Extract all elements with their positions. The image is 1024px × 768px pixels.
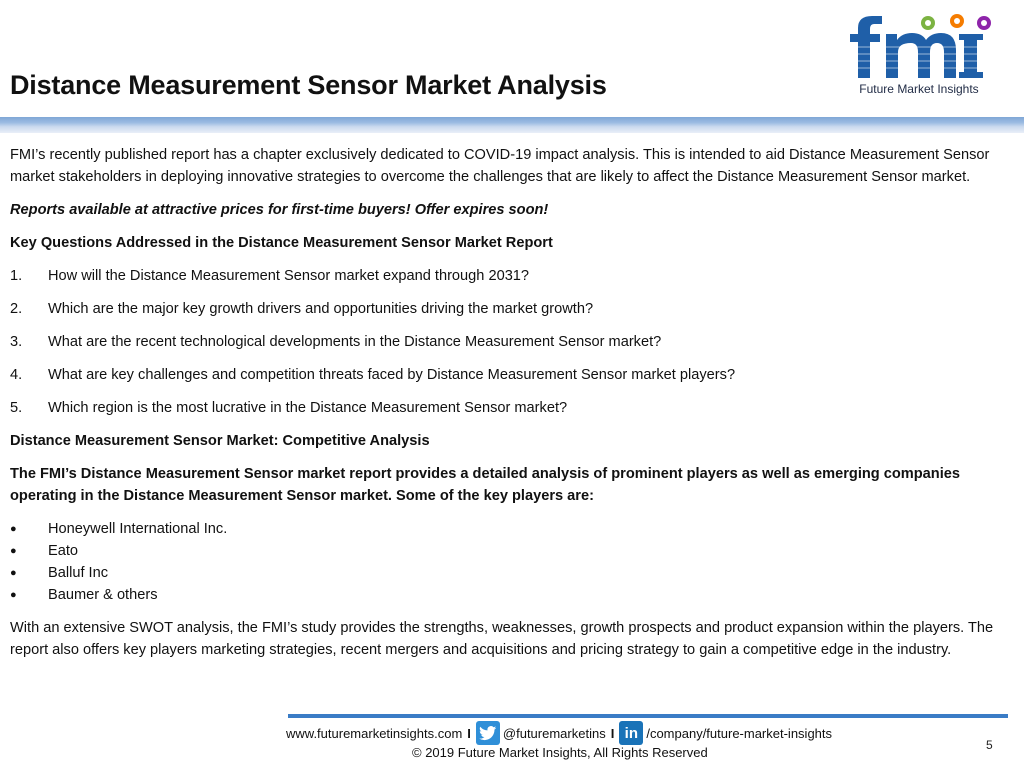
question-text: What are the recent technological developments in the Distance Measurement Sensor market? — [48, 334, 662, 350]
header-divider — [0, 117, 1024, 133]
fmi-logo-mark — [836, 12, 1002, 82]
bullet-icon: ● — [10, 523, 17, 535]
bullet-icon: ● — [10, 589, 17, 601]
question-item — [10, 265, 1000, 287]
question-text: How will the Distance Measurement Sensor market expand through 2031? — [48, 268, 530, 284]
question-text: Which are the major key growth drivers and opportunities driving the market growth? — [48, 301, 594, 317]
player-name: Eato — [48, 543, 79, 559]
website-link[interactable]: www.futuremarketinsights.com — [286, 725, 463, 741]
list-item — [10, 540, 1000, 562]
bullet-icon: ● — [10, 567, 17, 579]
question-item — [10, 298, 1000, 320]
twitter-handle[interactable]: @futuremarketins — [502, 725, 606, 741]
slide-title: Distance Measurement Sensor Market Analysis — [10, 70, 607, 100]
question-item — [10, 397, 1000, 419]
question-number: 1. — [10, 268, 23, 284]
linkedin-path[interactable]: /company/future-market-insights — [646, 725, 833, 741]
competitive-intro: The FMI’s Distance Measurement Sensor market report provides a detailed analysis of prominent players as well as emerging companies operating in the Distance Measurement Sensor market. Some of the key players are: — [10, 466, 960, 504]
player-name: Baumer & others — [48, 587, 158, 603]
footer-separator: I — [467, 725, 471, 741]
linkedin-icon[interactable]: in — [619, 721, 643, 745]
questions-heading: Key Questions Addressed in the Distance Measurement Sensor Market Report — [10, 235, 553, 251]
question-number: 5. — [10, 400, 23, 416]
question-text: What are key challenges and competition threats faced by Distance Measurement Sensor market players? — [48, 367, 736, 383]
conclusion-paragraph: With an extensive SWOT analysis, the FMI’s study provides the strengths, weaknesses, growth prospects and product expansion within the players. The report also offers key players marketing strategies, recent mergers and acquisitions and pricing strategy to gain a competitive edge in the industry. — [10, 620, 994, 658]
question-text: Which region is the most lucrative in the Distance Measurement Sensor market? — [48, 400, 568, 416]
question-item — [10, 364, 1000, 386]
twitter-icon[interactable] — [476, 721, 500, 745]
offer-text: Reports available at attractive prices for first-time buyers! Offer expires soon! — [10, 202, 549, 218]
list-item — [10, 562, 1000, 584]
list-item — [10, 584, 1000, 606]
page-number: 5 — [986, 738, 993, 752]
player-name: Balluf Inc — [48, 565, 109, 581]
footer-separator: I — [610, 725, 615, 741]
question-number: 4. — [10, 367, 23, 383]
competitive-heading: Distance Measurement Sensor Market: Competitive Analysis — [10, 433, 430, 449]
list-item — [10, 518, 1000, 540]
copyright-text: © 2019 Future Market Insights, All Rights Reserved — [412, 745, 708, 760]
player-name: Honeywell International Inc. — [48, 521, 228, 537]
intro-paragraph: FMI’s recently published report has a chapter exclusively dedicated to COVID-19 impact analysis. This is intended to aid Distance Measurement Sensor market stakeholders in deploying innovative strategies to overcome the challenges that are likely to affect the Distance Measurement Sensor market. — [10, 147, 990, 185]
question-number: 3. — [10, 334, 23, 350]
logo-subtitle: Future Market Insights — [859, 82, 979, 96]
footer-links — [286, 722, 832, 744]
fmi-logo — [836, 12, 1016, 104]
footer-divider — [288, 714, 1008, 718]
bullet-icon: ● — [10, 545, 17, 557]
slide-body — [10, 144, 1000, 672]
players-list — [10, 518, 1000, 606]
question-item — [10, 331, 1000, 353]
question-number: 2. — [10, 301, 23, 317]
